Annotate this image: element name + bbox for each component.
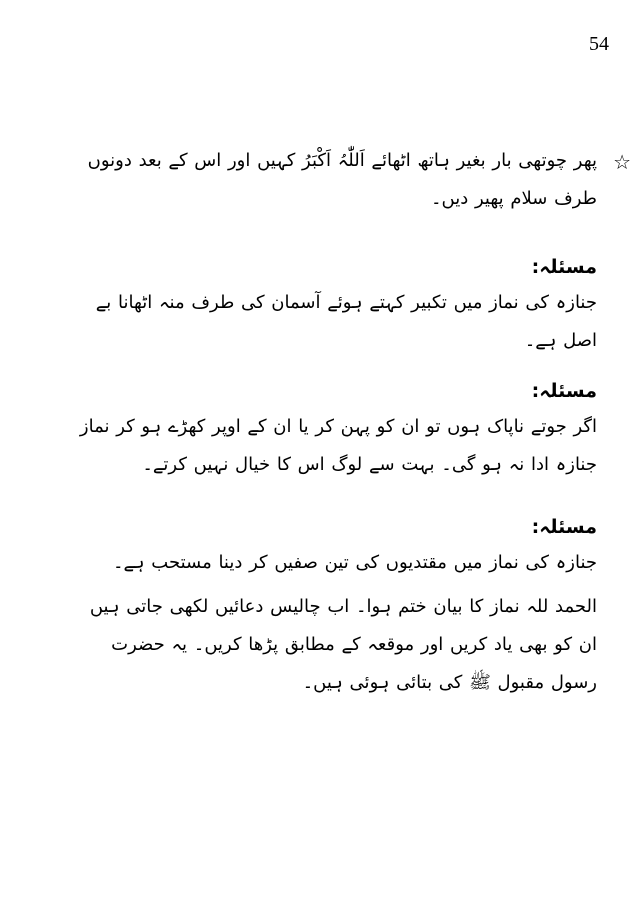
section-text: جنازہ کی نماز میں مقتدیوں کی تین صفیں کر دینا مستحب ہے۔ <box>112 552 597 573</box>
bullet-paragraph <box>69 142 631 218</box>
section-text: اگر جوتے ناپاک ہوں تو ان کو پہن کر یا ان کے اوپر کھڑے ہو کر نماز جنازہ ادا نہ ہو گی۔ بہت سے لوگ اس کا خیال نہیں کرتے۔ <box>79 416 597 475</box>
masla-section-1 <box>69 250 597 360</box>
document-body <box>69 142 631 702</box>
section-text: جنازہ کی نماز میں تکبیر کہتے ہوئے آسمان کی طرف منہ اٹھانا بے اصل ہے۔ <box>95 292 597 351</box>
masla-section-3 <box>69 510 597 582</box>
closing-paragraph: الحمد للہ نماز کا بیان ختم ہوا۔ اب چالیس دعائیں لکھی جاتی ہیں ان کو بھی یاد کریں اور موقعہ کے مطابق پڑھا کریں۔ یہ حضرت رسول مقبول ﷺ کی بتائی ہوئی ہیں۔ <box>89 596 597 693</box>
page-number: 54 <box>589 33 609 55</box>
section-heading: مسئلہ: <box>531 256 597 278</box>
star-icon: ☆ <box>613 150 631 174</box>
bullet-text: پھر چوتھی بار بغیر ہاتھ اٹھائے اَللّٰہُ اَکْبَرُ کہیں اور اس کے بعد دونوں طرف سلام پھیر دیں۔ <box>87 150 597 209</box>
section-heading: مسئلہ: <box>531 380 597 402</box>
masla-section-2 <box>69 374 597 484</box>
section-heading: مسئلہ: <box>531 516 597 538</box>
